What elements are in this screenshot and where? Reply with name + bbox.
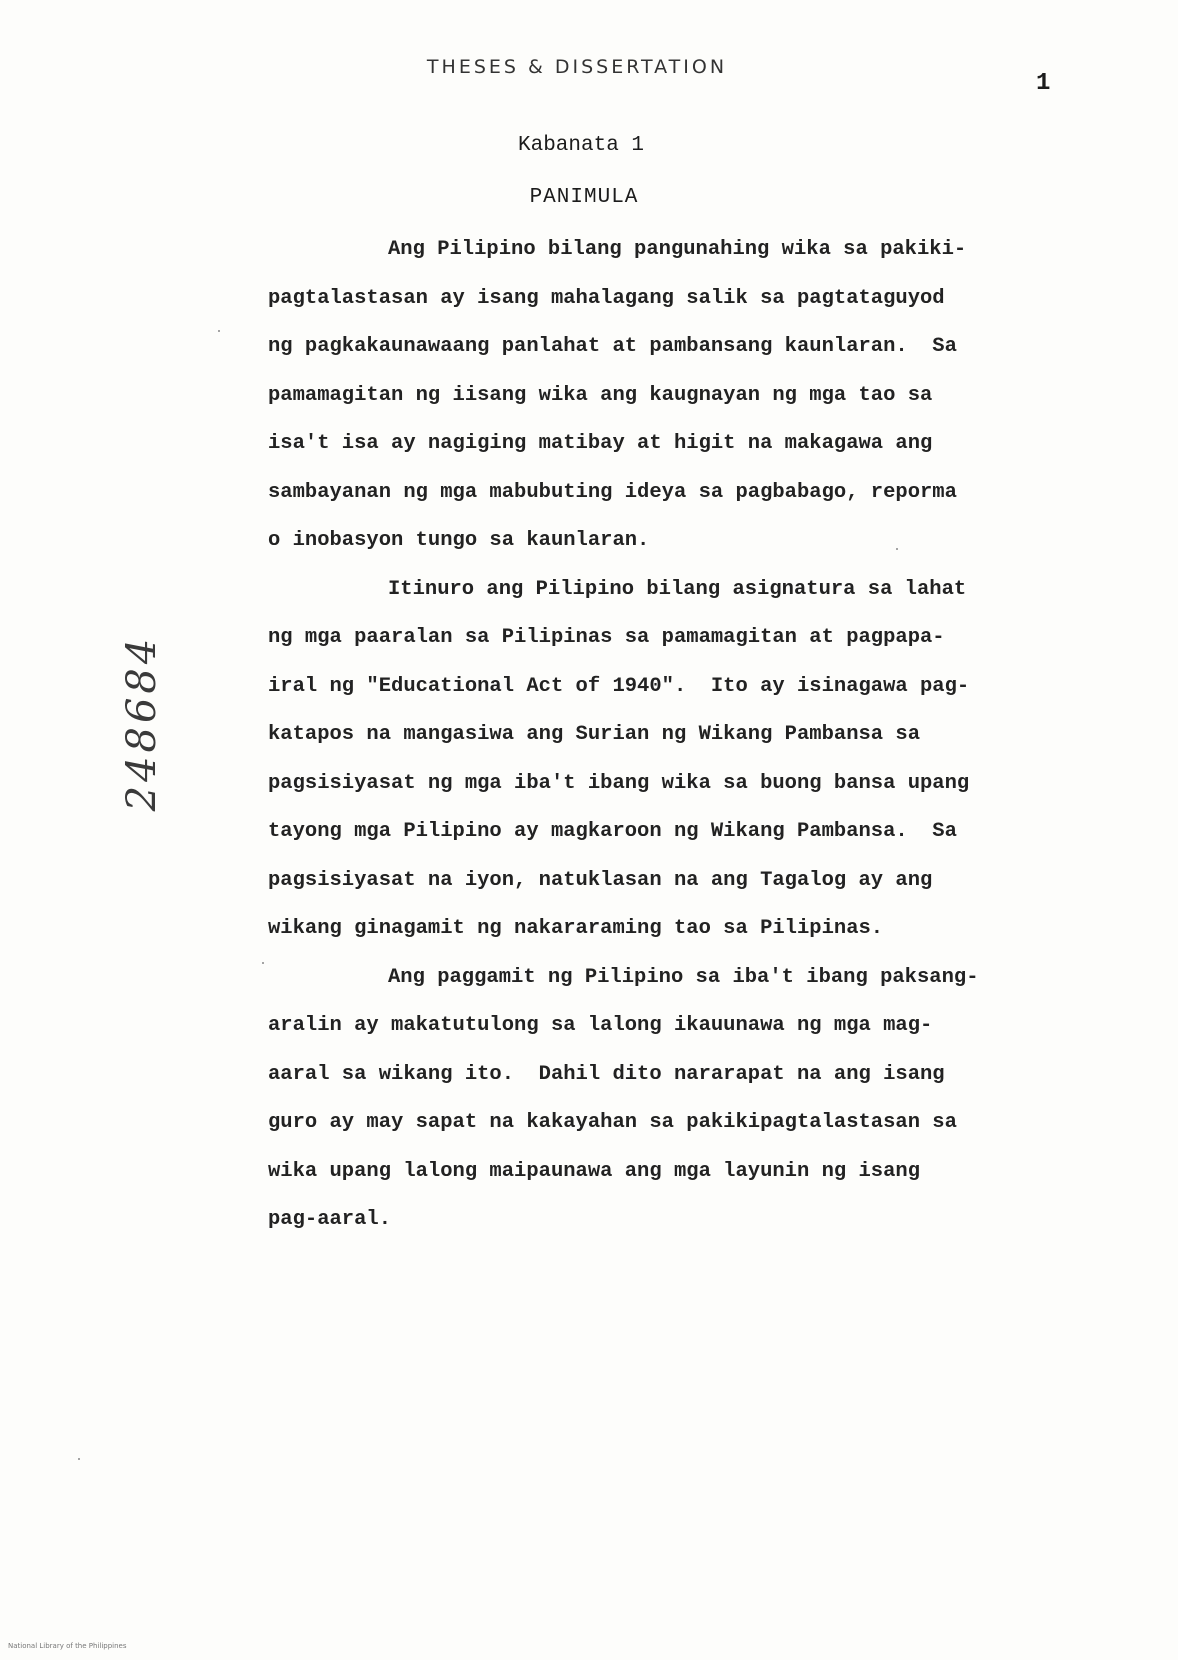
paragraph-2-line: tayong mga Pilipino ay magkaroon ng Wikang Pambansa. Sa (268, 820, 957, 843)
page-number: 1 (1036, 70, 1051, 97)
paragraph-3-line: guro ay may sapat na kakayahan sa pakikipagtalastasan sa (268, 1111, 957, 1134)
paragraph-2-line: ng mga paaralan sa Pilipinas sa pamamagitan at pagpapa- (268, 626, 945, 649)
paragraph-1-line: isa't isa ay nagiging matibay at higit na makagawa ang (268, 432, 933, 455)
theses-dissertation-stamp: THESES & DISSERTATION (426, 56, 728, 78)
scan-speck (896, 548, 898, 550)
paragraph-2-line: iral ng "Educational Act of 1940". Ito ay isinagawa pag- (268, 674, 970, 698)
paragraph-1-line: o inobasyon tungo sa kaunlaran. (268, 529, 650, 552)
chapter-label: Kabanata 1 (517, 134, 645, 157)
paragraph-3-line: aralin ay makatutulong sa lalong ikauunawa ng mga mag- (268, 1014, 933, 1037)
paragraph-1-line: ng pagkakaunawaang panlahat at pambansang kaunlaran. Sa (268, 335, 957, 358)
body-text (268, 226, 1088, 1245)
paragraph-3-line: wika upang lalong maipaunawa ang mga layunin ng isang (268, 1159, 921, 1183)
handwritten-accession-number: 248684 (119, 634, 165, 812)
paragraph-2-line: katapos na mangasiwa ang Surian ng Wikang Pambansa sa (268, 723, 921, 746)
footer-scan-credit: National Library of the Philippines (8, 1642, 127, 1650)
paragraph-1-line: sambayanan ng mga mabubuting ideya sa pagbabago, reporma (268, 480, 957, 504)
scan-speck (262, 962, 264, 964)
paragraph-3-line: pag-aaral. (268, 1208, 392, 1231)
chapter-title: PANIMULA (529, 186, 639, 209)
paragraph-1-line: pagtalastasan ay isang mahalagang salik sa pagtataguyod (268, 286, 945, 310)
paragraph-2-line: pagsisiyasat ng mga iba't ibang wika sa buong bansa upang (268, 771, 970, 795)
paragraph-3-line: Ang paggamit ng Pilipino sa iba't ibang paksang- (388, 965, 979, 989)
paragraph-2-line: wikang ginagamit ng nakararaming tao sa Pilipinas. (268, 917, 884, 940)
scan-speck (218, 330, 220, 332)
paragraph-1-line: pamamagitan ng iisang wika ang kaugnayan ng mga tao sa (268, 383, 933, 407)
paragraph-1-line: Ang Pilipino bilang pangunahing wika sa pakiki- (388, 238, 967, 261)
paragraph-3-line: aaral sa wikang ito. Dahil dito nararapat na ang isang (268, 1062, 945, 1086)
scan-speck (78, 1458, 80, 1460)
paragraph-2-line: Itinuro ang Pilipino bilang asignatura sa lahat (388, 577, 967, 601)
paragraph-2-line: pagsisiyasat na iyon, natuklasan na ang Tagalog ay ang (268, 868, 933, 892)
